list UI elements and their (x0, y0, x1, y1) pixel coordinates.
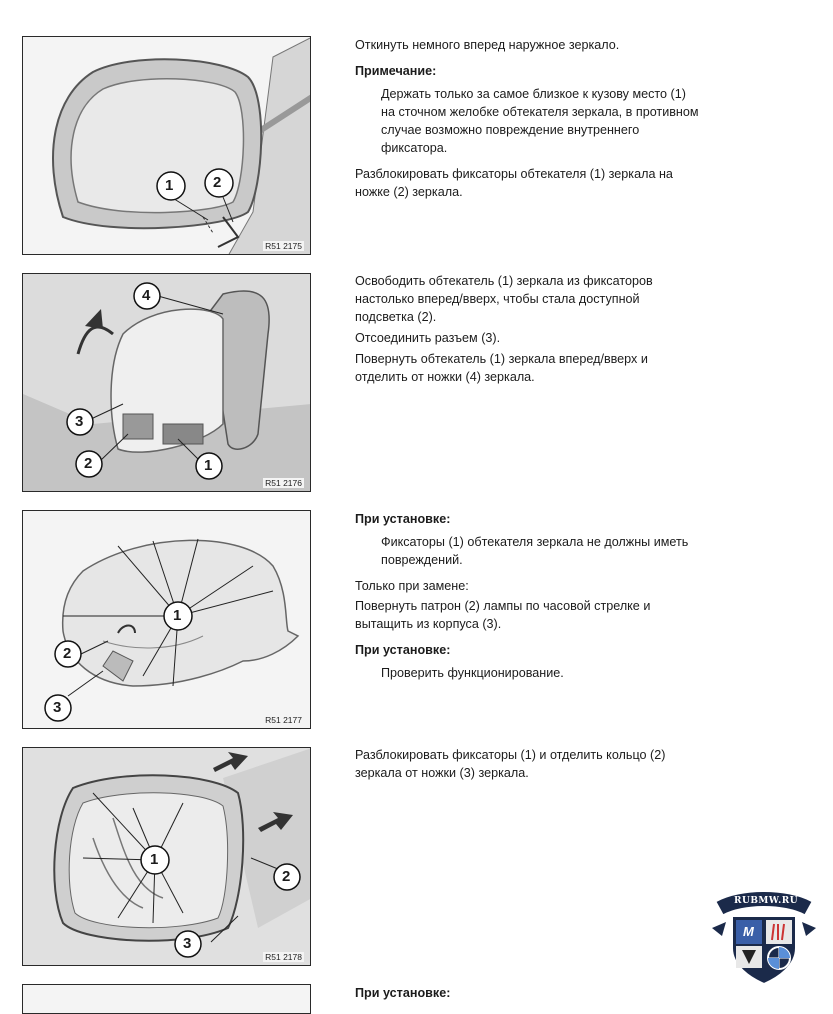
figure-r51-2178 (22, 747, 311, 966)
callout-label-2: 2 (213, 174, 222, 191)
install-heading-3: При установке: (355, 986, 451, 1000)
section-5-text (355, 984, 700, 1007)
step-remove-cover: Повернуть обтекатель (1) зеркала вперед/вверх и отделить от ножки (4) зеркала. (355, 352, 648, 384)
callouts (23, 274, 311, 492)
figure-code: R51 2177 (265, 715, 302, 725)
figure-partial (22, 984, 311, 1014)
callout-label-3: 3 (183, 935, 192, 952)
install-heading-2: При установке: (355, 643, 451, 657)
install-note: Фиксаторы (1) обтекателя зеркала не должны иметь повреждений. (381, 535, 689, 567)
callouts (23, 511, 311, 729)
figure-r51-2175 (22, 36, 311, 255)
note-heading: Примечание: (355, 64, 437, 78)
install-check: Проверить функционирование. (381, 666, 564, 680)
figure-r51-2176 (22, 273, 311, 492)
note-body: Держать только за самое близкое к кузову место (1) на сточном желобке обтекателя зеркала, в противном случае возможно повреждение внутреннего фиксатора. (381, 87, 699, 155)
callout-label-1: 1 (150, 851, 159, 868)
callout-label-2: 2 (84, 455, 93, 472)
callout-label-2: 2 (282, 868, 291, 885)
callouts (23, 748, 311, 966)
install-heading: При установке: (355, 512, 451, 526)
step-tilt-mirror: Откинуть немного вперед наружное зеркало. (355, 38, 620, 52)
figure-code: R51 2175 (265, 241, 302, 251)
callout-label-3: 3 (75, 413, 84, 430)
section-1-text (355, 36, 700, 209)
replace-heading: Только при замене: (355, 579, 469, 593)
callout-label-2: 2 (63, 645, 72, 662)
section-2-text (355, 272, 700, 394)
replace-step: Повернуть патрон (2) лампы по часовой стрелке и вытащить из корпуса (3). (355, 599, 651, 631)
figure-code: R51 2178 (265, 952, 302, 962)
callout-label-4: 4 (142, 287, 151, 304)
section-4-text (355, 746, 700, 790)
logo-text: RUBMW.RU (734, 896, 799, 906)
logo-badge-letter: M (743, 924, 754, 939)
callouts (23, 37, 311, 255)
step-unlock-cover: Разблокировать фиксаторы обтекателя (1) зеркала на ножке (2) зеркала. (355, 167, 673, 199)
figure-r51-2177 (22, 510, 311, 729)
callout-label-1: 1 (165, 177, 174, 194)
figure-code: R51 2176 (265, 478, 302, 488)
step-disconnect-plug: Отсоединить разъем (3). (355, 331, 501, 345)
callout-label-1: 1 (204, 457, 213, 474)
step-release-cover: Освободить обтекатель (1) зеркала из фиксаторов настолько вперед/вверх, чтобы стала доступной подсветка (2). (355, 274, 653, 324)
callout-label-3: 3 (53, 699, 62, 716)
site-logo (712, 888, 816, 986)
callout-label-1: 1 (173, 607, 182, 624)
section-3-text (355, 510, 700, 690)
step-unlock-ring: Разблокировать фиксаторы (1) и отделить кольцо (2) зеркала от ножки (3) зеркала. (355, 748, 666, 780)
